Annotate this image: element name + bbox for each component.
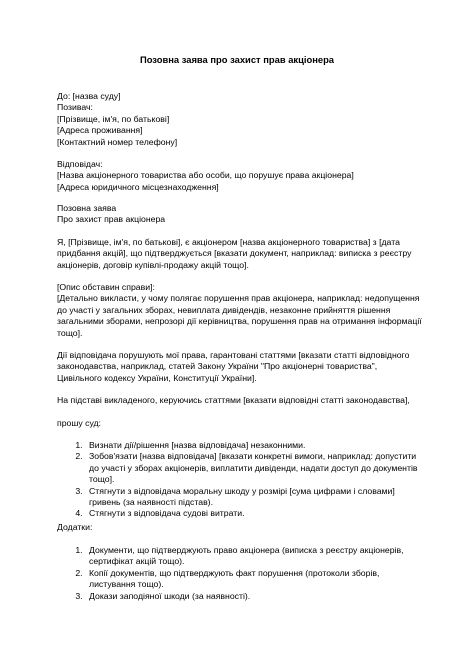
attachments-list [57,545,422,602]
document-title: Позовна заява про захист прав акціонера [139,54,335,65]
request-item: 3. Стягнути з відповідача моральну шкоду у розмірі [сума цифрами і словами] гривень (за наявності підстав). [85,486,422,509]
violation-text: Дії відповідача порушують мої права, гарантовані статтями [вказати статті відповідного законодавства, наприклад, статей Закону України "Про акціонерні товариства", Цивільного кодексу України, Конституції України]. [57,350,410,383]
doc-type-block [57,203,422,226]
attachments-label: Додатки: [57,522,93,532]
attachments-label-block [57,522,422,533]
request-item: 2. Зобов'язати [назва відповідача] [вказати конкретні вимоги, наприклад: допустити до участі у зборах акціонерів, виплатити дивіденди, надати доступ до документів тощо]. [85,451,422,485]
circumstances-block [57,282,422,339]
plaintiff-label: Позивач: [57,102,93,113]
defendant-block [57,159,422,193]
plaintiff-address: [Адреса проживання] [57,125,143,136]
defendant-name: [Назва акціонерного товариства або особи, що порушує права акціонера] [57,170,354,181]
violation-paragraph [57,350,422,384]
requests-list-block [57,440,422,520]
request-label-block [57,418,422,429]
plaintiff-name: [Прізвище, ім'я, по батькові] [57,113,170,124]
request-item: 1. Визнати дії/рішення [назва відповідача] незаконними. [85,440,422,451]
basis-text: На підставі викладеного, керуючись статтями [вказати відповідні статті законодавства], [57,395,410,405]
header-block [57,91,422,148]
requests-list [57,440,422,520]
intro-paragraph [57,237,422,271]
defendant-address: [Адреса юридичного місцезнаходження] [57,181,219,192]
attachment-item: 1. Документи, що підтверджують право акціонера (виписка з реєстру акціонерів, сертифікат акцій тощо). [85,545,422,568]
defendant-label: Відповідач: [57,159,103,169]
plaintiff-phone: [Контактний номер телефону] [57,136,178,147]
court-line: До: [назва суду] [57,91,121,101]
circumstances-label: [Опис обставин справи]: [57,282,155,292]
circumstances-text: [Детально викласти, у чому полягає порушення прав акціонера, наприклад: недопущення до участі у загальних зборах, невиплата дивідендів, незаконне прийняття рішення загальними зборами, непрозорі дії керівництва, порушення прав на отримання інформації тощо]. [57,293,422,338]
request-label: прошу суд: [57,418,101,428]
attachment-item: 3. Докази заподіяної шкоди (за наявності). [85,591,422,602]
attachment-item: 2. Копії документів, що підтверджують факт порушення (протоколи зборів, листування тощо). [85,568,422,591]
doc-type-line1: Позовна заява [57,203,117,213]
doc-type-line2: Про захист прав акціонера [57,214,166,225]
attachments-list-block [57,545,422,602]
intro-text: Я, [Прізвище, ім'я, по батькові], є акціонером [назва акціонерного товариства] з [дата придбання акцій], що підтверджується [вказати документ, наприклад: виписка з реєстру акціонерів, договір купівлі-продажу акцій тощо]. [57,237,412,270]
request-item: 4. Стягнути з відповідача судові витрати. [85,508,422,519]
basis-paragraph [57,395,422,406]
